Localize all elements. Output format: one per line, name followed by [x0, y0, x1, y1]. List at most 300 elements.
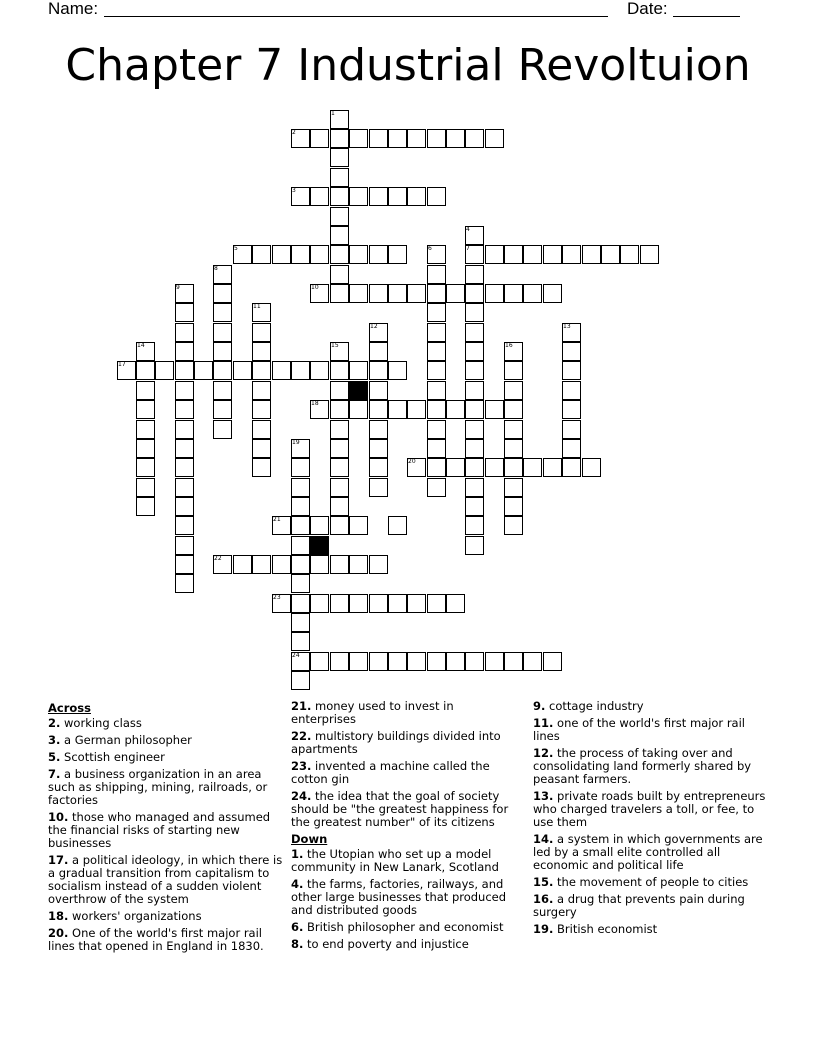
clue-number-label: 7.	[48, 767, 61, 781]
grid-cell[interactable]	[175, 478, 194, 497]
grid-cell[interactable]	[291, 497, 310, 516]
grid-cell[interactable]	[213, 284, 232, 303]
clue-number-label: 24.	[291, 789, 312, 803]
grid-cell[interactable]	[136, 458, 155, 477]
grid-cell[interactable]	[388, 129, 407, 148]
grid-cell[interactable]	[349, 516, 368, 535]
grid-cell[interactable]	[252, 439, 271, 458]
clue-text: British economist	[553, 922, 658, 936]
grid-cell[interactable]	[291, 671, 310, 690]
grid-cell[interactable]	[465, 536, 484, 555]
grid-cell[interactable]	[175, 323, 194, 342]
grid-cell[interactable]	[446, 400, 465, 419]
grid-cell[interactable]	[446, 129, 465, 148]
grid-cell[interactable]	[330, 652, 349, 671]
clue-number-label: 8.	[291, 937, 304, 951]
grid-cell[interactable]	[310, 187, 329, 206]
grid-cell[interactable]	[252, 555, 271, 574]
grid-cell[interactable]	[446, 594, 465, 613]
grid-cell[interactable]	[252, 381, 271, 400]
clue-text: invented a machine called the cotton gin	[291, 759, 490, 786]
clue-text: one of the world's first major rail lines	[533, 716, 745, 743]
clue-number: 17	[118, 361, 126, 368]
grid-cell[interactable]	[330, 226, 349, 245]
grid-cell[interactable]	[175, 361, 194, 380]
clue-text: British philosopher and economist	[303, 920, 504, 934]
grid-cell[interactable]	[175, 400, 194, 419]
grid-cell[interactable]	[330, 187, 349, 206]
grid-cell[interactable]	[388, 516, 407, 535]
grid-cell[interactable]	[213, 342, 232, 361]
clue-number: 13	[563, 323, 571, 330]
grid-cell[interactable]	[388, 245, 407, 264]
clue-number-label: 17.	[48, 853, 69, 867]
clue-number: 20	[408, 458, 416, 465]
grid-cell[interactable]	[291, 516, 310, 535]
grid-cell[interactable]	[465, 458, 484, 477]
grid-cell[interactable]	[369, 187, 388, 206]
grid-cell[interactable]	[562, 458, 581, 477]
grid-cell[interactable]	[369, 245, 388, 264]
grid-cell[interactable]	[330, 458, 349, 477]
grid-cell[interactable]	[427, 323, 446, 342]
grid-cell[interactable]	[175, 555, 194, 574]
grid-cell[interactable]	[175, 536, 194, 555]
grid-cell[interactable]	[330, 400, 349, 419]
grid-cell[interactable]	[175, 420, 194, 439]
grid-cell[interactable]	[427, 478, 446, 497]
grid-cell[interactable]	[175, 303, 194, 322]
grid-cell[interactable]	[252, 361, 271, 380]
clue-item	[291, 700, 515, 726]
grid-cell[interactable]	[485, 458, 504, 477]
grid-cell[interactable]	[136, 439, 155, 458]
grid-cell[interactable]	[349, 129, 368, 148]
clue-item	[48, 734, 284, 747]
grid-cell[interactable]	[349, 187, 368, 206]
grid-cell[interactable]	[407, 400, 426, 419]
grid-cell[interactable]	[388, 284, 407, 303]
grid-cell[interactable]	[523, 652, 542, 671]
grid-cell[interactable]	[640, 245, 659, 264]
grid-cell[interactable]	[136, 400, 155, 419]
grid-cell[interactable]	[504, 478, 523, 497]
clue-item	[533, 747, 768, 786]
grid-cell[interactable]	[523, 458, 542, 477]
grid-cell[interactable]	[465, 323, 484, 342]
grid-cell[interactable]	[175, 381, 194, 400]
grid-cell[interactable]	[388, 361, 407, 380]
grid-cell[interactable]	[175, 342, 194, 361]
clue-number: 1	[331, 110, 335, 117]
grid-cell[interactable]	[330, 265, 349, 284]
grid-cell[interactable]	[330, 516, 349, 535]
grid-cell[interactable]	[485, 245, 504, 264]
grid-cell[interactable]	[465, 303, 484, 322]
clue-number: 21	[273, 516, 281, 523]
clue-item	[533, 833, 768, 872]
grid-cell[interactable]	[349, 400, 368, 419]
clue-number-label: 14.	[533, 832, 554, 846]
grid-cell[interactable]	[349, 594, 368, 613]
clue-text: to end poverty and injustice	[303, 937, 469, 951]
grid-cell[interactable]	[291, 574, 310, 593]
grid-cell[interactable]	[175, 516, 194, 535]
grid-cell[interactable]	[291, 536, 310, 555]
clue-number-label: 6.	[291, 920, 304, 934]
grid-cell[interactable]	[369, 420, 388, 439]
grid-cell[interactable]	[543, 458, 562, 477]
grid-cell[interactable]	[349, 284, 368, 303]
grid-cell[interactable]	[136, 361, 155, 380]
grid-cell[interactable]	[465, 284, 484, 303]
grid-cell[interactable]	[252, 458, 271, 477]
clue-text: the idea that the goal of society should be "the greatest happiness for the greatest number" of its citizens	[291, 789, 509, 829]
grid-cell[interactable]	[446, 284, 465, 303]
grid-cell[interactable]	[369, 652, 388, 671]
grid-cell[interactable]	[504, 497, 523, 516]
clue-item	[291, 938, 515, 951]
grid-cell[interactable]	[272, 361, 291, 380]
grid-cell[interactable]	[252, 342, 271, 361]
clue-text: Scottish engineer	[60, 750, 165, 764]
grid-cell[interactable]	[465, 439, 484, 458]
grid-cell[interactable]	[369, 555, 388, 574]
grid-cell[interactable]	[233, 361, 252, 380]
clue-text: multistory buildings divided into apartments	[291, 729, 501, 756]
across-heading: Across	[48, 701, 91, 715]
grid-cell[interactable]	[465, 361, 484, 380]
grid-cell[interactable]	[582, 245, 601, 264]
grid-cell[interactable]	[136, 420, 155, 439]
grid-cell[interactable]	[427, 361, 446, 380]
clue-number: 4	[466, 226, 470, 233]
grid-cell[interactable]	[330, 284, 349, 303]
grid-cell[interactable]	[291, 613, 310, 632]
grid-cell[interactable]	[427, 342, 446, 361]
grid-cell[interactable]	[175, 574, 194, 593]
grid-cell[interactable]	[136, 381, 155, 400]
clue-item	[533, 717, 768, 743]
clue-number-label: 19.	[533, 922, 554, 936]
clue-item	[48, 751, 284, 764]
down-clue-list-continued	[533, 700, 768, 936]
grid-cell[interactable]	[620, 245, 639, 264]
clue-text: cottage industry	[545, 699, 644, 713]
grid-cell[interactable]	[407, 129, 426, 148]
grid-cell[interactable]	[330, 245, 349, 264]
clue-number: 19	[292, 439, 300, 446]
clue-text: a drug that prevents pain during surgery	[533, 892, 745, 919]
clue-number: 2	[292, 129, 296, 136]
grid-cell[interactable]	[194, 361, 213, 380]
down-clue-list	[291, 848, 515, 951]
clue-number-label: 2.	[48, 716, 61, 730]
clue-item	[291, 848, 515, 874]
grid-cell[interactable]	[465, 478, 484, 497]
clue-number-label: 1.	[291, 847, 304, 861]
grid-cell[interactable]	[330, 381, 349, 400]
grid-cell[interactable]	[330, 555, 349, 574]
grid-cell[interactable]	[291, 632, 310, 651]
black-cell	[310, 536, 329, 555]
clue-number-label: 11.	[533, 716, 554, 730]
grid-cell[interactable]	[369, 400, 388, 419]
clue-text: a German philosopher	[60, 733, 192, 747]
grid-cell[interactable]	[427, 439, 446, 458]
grid-cell[interactable]	[485, 652, 504, 671]
clue-number-label: 15.	[533, 875, 554, 889]
clue-text: a business organization in an area such as shipping, mining, railroads, or factories	[48, 767, 268, 807]
grid-cell[interactable]	[330, 497, 349, 516]
grid-cell[interactable]	[369, 342, 388, 361]
grid-cell[interactable]	[465, 420, 484, 439]
grid-cell[interactable]	[330, 148, 349, 167]
clue-number: 11	[253, 303, 261, 310]
grid-cell[interactable]	[369, 129, 388, 148]
clue-number: 6	[428, 245, 432, 252]
grid-cell[interactable]	[427, 265, 446, 284]
grid-cell[interactable]	[291, 555, 310, 574]
grid-cell[interactable]	[330, 439, 349, 458]
grid-cell[interactable]	[465, 342, 484, 361]
clue-number-label: 10.	[48, 810, 69, 824]
grid-cell[interactable]	[427, 381, 446, 400]
clue-text: the farms, factories, railways, and other large businesses that produced and distributed goods	[291, 877, 507, 917]
grid-cell[interactable]	[252, 400, 271, 419]
grid-cell[interactable]	[523, 245, 542, 264]
grid-cell[interactable]	[330, 168, 349, 187]
grid-cell[interactable]	[562, 361, 581, 380]
clue-number-label: 22.	[291, 729, 312, 743]
grid-cell[interactable]	[427, 420, 446, 439]
clue-item	[291, 760, 515, 786]
grid-cell[interactable]	[310, 129, 329, 148]
grid-cell[interactable]	[369, 478, 388, 497]
grid-cell[interactable]	[369, 594, 388, 613]
clue-item	[48, 811, 284, 850]
grid-cell[interactable]	[562, 342, 581, 361]
clue-number: 14	[137, 342, 145, 349]
grid-cell[interactable]	[330, 594, 349, 613]
grid-cell[interactable]	[291, 245, 310, 264]
clue-number: 24	[292, 652, 300, 659]
grid-cell[interactable]	[543, 652, 562, 671]
grid-cell[interactable]	[369, 284, 388, 303]
grid-cell[interactable]	[349, 245, 368, 264]
grid-cell[interactable]	[252, 245, 271, 264]
grid-cell[interactable]	[504, 439, 523, 458]
grid-cell[interactable]	[427, 400, 446, 419]
grid-cell[interactable]	[427, 303, 446, 322]
grid-cell[interactable]	[175, 439, 194, 458]
grid-cell[interactable]	[465, 265, 484, 284]
grid-cell[interactable]	[272, 555, 291, 574]
grid-cell[interactable]	[407, 652, 426, 671]
grid-cell[interactable]	[213, 420, 232, 439]
grid-cell[interactable]	[213, 303, 232, 322]
grid-cell[interactable]	[485, 400, 504, 419]
grid-cell[interactable]	[446, 652, 465, 671]
grid-cell[interactable]	[310, 594, 329, 613]
grid-cell[interactable]	[252, 323, 271, 342]
clue-item	[291, 730, 515, 756]
grid-cell[interactable]	[562, 439, 581, 458]
clue-number: 5	[234, 245, 238, 252]
clue-text: the Utopian who set up a model community in New Lanark, Scotland	[291, 847, 499, 874]
grid-cell[interactable]	[446, 458, 465, 477]
grid-cell[interactable]	[562, 245, 581, 264]
grid-cell[interactable]	[388, 400, 407, 419]
grid-cell[interactable]	[465, 129, 484, 148]
grid-cell[interactable]	[252, 420, 271, 439]
clues-column-2	[291, 700, 515, 955]
grid-cell[interactable]	[465, 516, 484, 535]
grid-cell[interactable]	[310, 652, 329, 671]
grid-cell[interactable]	[272, 245, 291, 264]
clue-number-label: 13.	[533, 789, 554, 803]
grid-cell[interactable]	[427, 187, 446, 206]
clue-text: a political ideology, in which there is a gradual transition from capitalism to socialism instead of a sudden violent overthrow of the system	[48, 853, 283, 906]
grid-cell[interactable]	[504, 420, 523, 439]
clue-number-label: 9.	[533, 699, 546, 713]
grid-cell[interactable]	[407, 594, 426, 613]
black-cell	[349, 381, 368, 400]
grid-cell[interactable]	[213, 323, 232, 342]
clue-number: 12	[370, 323, 378, 330]
grid-cell[interactable]	[330, 478, 349, 497]
grid-cell[interactable]	[562, 400, 581, 419]
clue-item	[533, 893, 768, 919]
grid-cell[interactable]	[175, 497, 194, 516]
grid-cell[interactable]	[388, 187, 407, 206]
clue-item	[533, 876, 768, 889]
clue-text: those who managed and assumed the financial risks of starting new businesses	[48, 810, 271, 850]
grid-cell[interactable]	[504, 245, 523, 264]
grid-cell[interactable]	[427, 594, 446, 613]
grid-cell[interactable]	[213, 361, 232, 380]
grid-cell[interactable]	[465, 497, 484, 516]
grid-cell[interactable]	[582, 458, 601, 477]
grid-cell[interactable]	[388, 652, 407, 671]
clue-number: 18	[311, 400, 319, 407]
grid-cell[interactable]	[427, 284, 446, 303]
clues-column-3	[533, 700, 768, 940]
clue-number: 16	[505, 342, 513, 349]
grid-cell[interactable]	[407, 187, 426, 206]
grid-cell[interactable]	[310, 516, 329, 535]
grid-cell[interactable]	[136, 497, 155, 516]
grid-cell[interactable]	[369, 361, 388, 380]
grid-cell[interactable]	[504, 381, 523, 400]
grid-cell[interactable]	[388, 594, 407, 613]
clue-number: 23	[273, 594, 281, 601]
grid-cell[interactable]	[543, 284, 562, 303]
clue-number: 10	[311, 284, 319, 291]
grid-cell[interactable]	[233, 555, 252, 574]
grid-cell[interactable]	[504, 284, 523, 303]
grid-cell[interactable]	[504, 400, 523, 419]
grid-cell[interactable]	[562, 381, 581, 400]
clue-item	[291, 878, 515, 917]
clue-item	[533, 700, 768, 713]
grid-cell[interactable]	[407, 284, 426, 303]
grid-cell[interactable]	[485, 129, 504, 148]
grid-cell[interactable]	[349, 555, 368, 574]
clue-number: 3	[292, 187, 296, 194]
grid-cell[interactable]	[213, 381, 232, 400]
grid-cell[interactable]	[562, 420, 581, 439]
clue-item	[48, 927, 284, 953]
grid-cell[interactable]	[213, 400, 232, 419]
clue-number-label: 5.	[48, 750, 61, 764]
grid-cell[interactable]	[291, 594, 310, 613]
grid-cell[interactable]	[330, 207, 349, 226]
clue-number-label: 4.	[291, 877, 304, 891]
grid-cell[interactable]	[330, 361, 349, 380]
grid-cell[interactable]	[310, 245, 329, 264]
grid-cell[interactable]	[310, 555, 329, 574]
grid-cell[interactable]	[427, 129, 446, 148]
grid-cell[interactable]	[330, 129, 349, 148]
grid-cell[interactable]	[310, 361, 329, 380]
grid-cell[interactable]	[504, 516, 523, 535]
grid-cell[interactable]	[427, 458, 446, 477]
clue-number: 7	[466, 245, 470, 252]
clue-item	[291, 790, 515, 829]
grid-cell[interactable]	[291, 361, 310, 380]
clue-number: 22	[214, 555, 222, 562]
clue-text: working class	[60, 716, 142, 730]
across-clue-list-continued	[291, 700, 515, 829]
clue-number: 15	[331, 342, 339, 349]
clue-item	[533, 790, 768, 829]
grid-cell[interactable]	[465, 652, 484, 671]
grid-cell[interactable]	[136, 478, 155, 497]
grid-cell[interactable]	[601, 245, 620, 264]
grid-cell[interactable]	[369, 381, 388, 400]
clue-item	[48, 768, 284, 807]
clue-number-label: 3.	[48, 733, 61, 747]
grid-cell[interactable]	[369, 458, 388, 477]
grid-cell[interactable]	[543, 245, 562, 264]
grid-cell[interactable]	[291, 458, 310, 477]
grid-cell[interactable]	[485, 284, 504, 303]
clue-number-label: 23.	[291, 759, 312, 773]
clue-text: workers' organizations	[68, 909, 202, 923]
grid-cell[interactable]	[504, 458, 523, 477]
grid-cell[interactable]	[504, 652, 523, 671]
grid-cell[interactable]	[349, 652, 368, 671]
grid-cell[interactable]	[523, 284, 542, 303]
grid-cell[interactable]	[349, 361, 368, 380]
clue-text: the process of taking over and consolidating land formerly shared by peasant farmers.	[533, 746, 752, 786]
grid-cell[interactable]	[369, 439, 388, 458]
name-label: Name:	[48, 0, 99, 18]
clue-number-label: 16.	[533, 892, 554, 906]
grid-cell[interactable]	[427, 652, 446, 671]
grid-cell[interactable]	[465, 400, 484, 419]
grid-cell[interactable]	[465, 381, 484, 400]
grid-cell[interactable]	[175, 458, 194, 477]
grid-cell[interactable]	[291, 478, 310, 497]
date-label: Date:	[627, 0, 668, 18]
grid-cell[interactable]	[504, 361, 523, 380]
clue-text: the movement of people to cities	[553, 875, 749, 889]
clue-item	[48, 854, 284, 906]
grid-cell[interactable]	[155, 361, 174, 380]
grid-cell[interactable]	[330, 420, 349, 439]
